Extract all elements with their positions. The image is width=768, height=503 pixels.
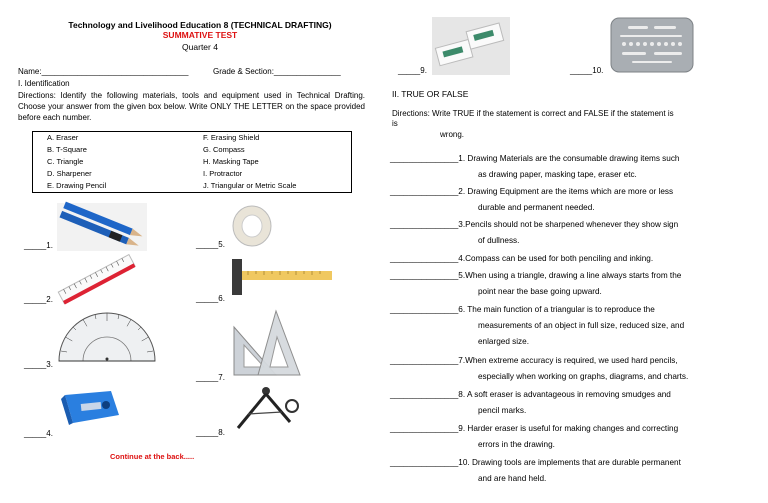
- item-7-blank: _____7.: [196, 373, 225, 382]
- tf-text-9: Harder eraser is useful for making changes and correcting: [467, 424, 679, 433]
- subject-title: Technology and Livelihood Education 8 (TECHNICAL DRAFTING): [68, 20, 332, 30]
- tf-item-4: [390, 254, 740, 264]
- tf-blank-3: _______________3.: [390, 220, 466, 229]
- drawing-pencils-image: [57, 203, 147, 251]
- tf-text-4: Compass can be used for both penciling and inking.: [465, 254, 654, 263]
- tf-text-6: The main function of a triangular is to reproduce the: [467, 305, 655, 314]
- masking-tape-image: [229, 204, 275, 248]
- tf-text-7: When extreme accuracy is required, we used hard pencils,: [465, 356, 678, 365]
- tf-blank-7: _______________7.: [390, 356, 466, 365]
- tf-item-5: [390, 271, 740, 297]
- name-line: Name:_________________________________: [18, 67, 189, 76]
- item-3-blank: _____3.: [24, 360, 53, 369]
- section-2-directions-end: wrong.: [440, 130, 465, 139]
- tf-blank-8: _______________8.: [390, 390, 466, 399]
- item-6-blank: _____6.: [196, 294, 225, 303]
- item-2-blank: _____2.: [24, 295, 53, 304]
- item-8-blank: _____8.: [196, 428, 225, 437]
- tf-blank-5: _______________5.: [390, 271, 466, 280]
- tf-text-5b: point near the base going upward.: [478, 287, 602, 296]
- quarter-label: Quarter 4: [182, 42, 218, 52]
- grade-section-line: Grade & Section:_______________: [213, 67, 341, 76]
- tf-item-8: [390, 390, 740, 416]
- item-1-blank: _____1.: [24, 241, 53, 250]
- section-1-title: I. Identification: [18, 79, 70, 88]
- protractor-image: [57, 307, 157, 365]
- tf-text-2: Drawing Equipment are the items which are more or less: [467, 187, 674, 196]
- section-1-directions: Directions: Identify the following materials, tools and equipment used in Technical Drafting. Choose your answer from the given box below. Write ONLY THE LETTER on the space provided before each number.: [18, 91, 365, 122]
- tf-item-2: [390, 187, 740, 213]
- tf-text-1b: as drawing paper, masking tape, eraser etc.: [478, 170, 637, 179]
- tf-item-1: [390, 154, 740, 180]
- tf-blank-6: _______________6.: [390, 305, 466, 314]
- erasing-shield-image: [610, 17, 694, 73]
- tf-text-6b: measurements of an object in full size, reduced size, and: [478, 321, 685, 330]
- choice-h: H. Masking Tape: [203, 157, 259, 166]
- sharpener-image: [59, 385, 125, 429]
- section-2-title: II. TRUE OR FALSE: [392, 89, 469, 99]
- tf-text-8: A soft eraser is advantageous in removing smudges and: [466, 390, 671, 399]
- item-9-blank: _____9.: [398, 66, 427, 75]
- tf-text-10: Drawing tools are implements that are durable permanent: [471, 458, 681, 467]
- choice-g: G. Compass: [203, 145, 245, 154]
- test-title: SUMMATIVE TEST: [162, 30, 238, 40]
- tf-text-10b: and are hand held.: [478, 474, 547, 483]
- item-10-blank: _____10.: [570, 66, 604, 75]
- compass-image: [232, 384, 302, 432]
- triangular-scale-image: [57, 256, 135, 304]
- choice-a: A. Eraser: [47, 133, 79, 142]
- tf-blank-2: _______________2.: [390, 187, 466, 196]
- tf-item-3: [390, 220, 740, 246]
- triangles-image: [232, 309, 302, 379]
- item-4-blank: _____4.: [24, 429, 53, 438]
- tf-blank-10: _______________10.: [390, 458, 470, 467]
- choice-b: B. T-Square: [47, 145, 87, 154]
- tf-text-3b: of dullness.: [478, 236, 520, 245]
- tf-item-9: [390, 424, 740, 450]
- tf-text-3: Pencils should not be sharpened whenever they show sign: [465, 220, 679, 229]
- tf-item-10: [390, 458, 740, 484]
- choice-j: J. Triangular or Metric Scale: [203, 181, 297, 190]
- t-square-image: [228, 257, 334, 297]
- item-5-blank: _____5.: [196, 240, 225, 249]
- tf-text-9b: errors in the drawing.: [478, 440, 555, 449]
- continue-note: Continue at the back.....: [110, 452, 195, 461]
- erasers-image: [432, 17, 510, 75]
- tf-item-6: [390, 305, 740, 347]
- tf-blank-1: _______________1.: [390, 154, 466, 163]
- tf-item-7: [390, 356, 740, 382]
- section-2-directions: Directions: Write TRUE if the statement is correct and FALSE if the statement is: [392, 109, 674, 118]
- choices-box: [32, 131, 352, 193]
- tf-blank-9: _______________9.: [390, 424, 466, 433]
- choice-c: C. Triangle: [47, 157, 84, 166]
- tf-blank-4: _______________4.: [390, 254, 466, 263]
- tf-text-6c: enlarged size.: [478, 337, 529, 346]
- choice-i: I. Protractor: [203, 169, 243, 178]
- tf-text-2b: durable and permanent needed.: [478, 203, 595, 212]
- tf-text-1: Drawing Materials are the consumable drawing items such: [467, 154, 680, 163]
- tf-text-5: When using a triangle, drawing a line always starts from the: [465, 271, 682, 280]
- choice-d: D. Sharpener: [47, 169, 92, 178]
- tf-text-7b: especially when working on graphs, diagrams, and charts.: [478, 372, 689, 381]
- tf-text-8b: pencil marks.: [478, 406, 527, 415]
- section-2-directions-is: is: [392, 119, 398, 128]
- choice-e: E. Drawing Pencil: [47, 181, 107, 190]
- choice-f: F. Erasing Shield: [203, 133, 260, 142]
